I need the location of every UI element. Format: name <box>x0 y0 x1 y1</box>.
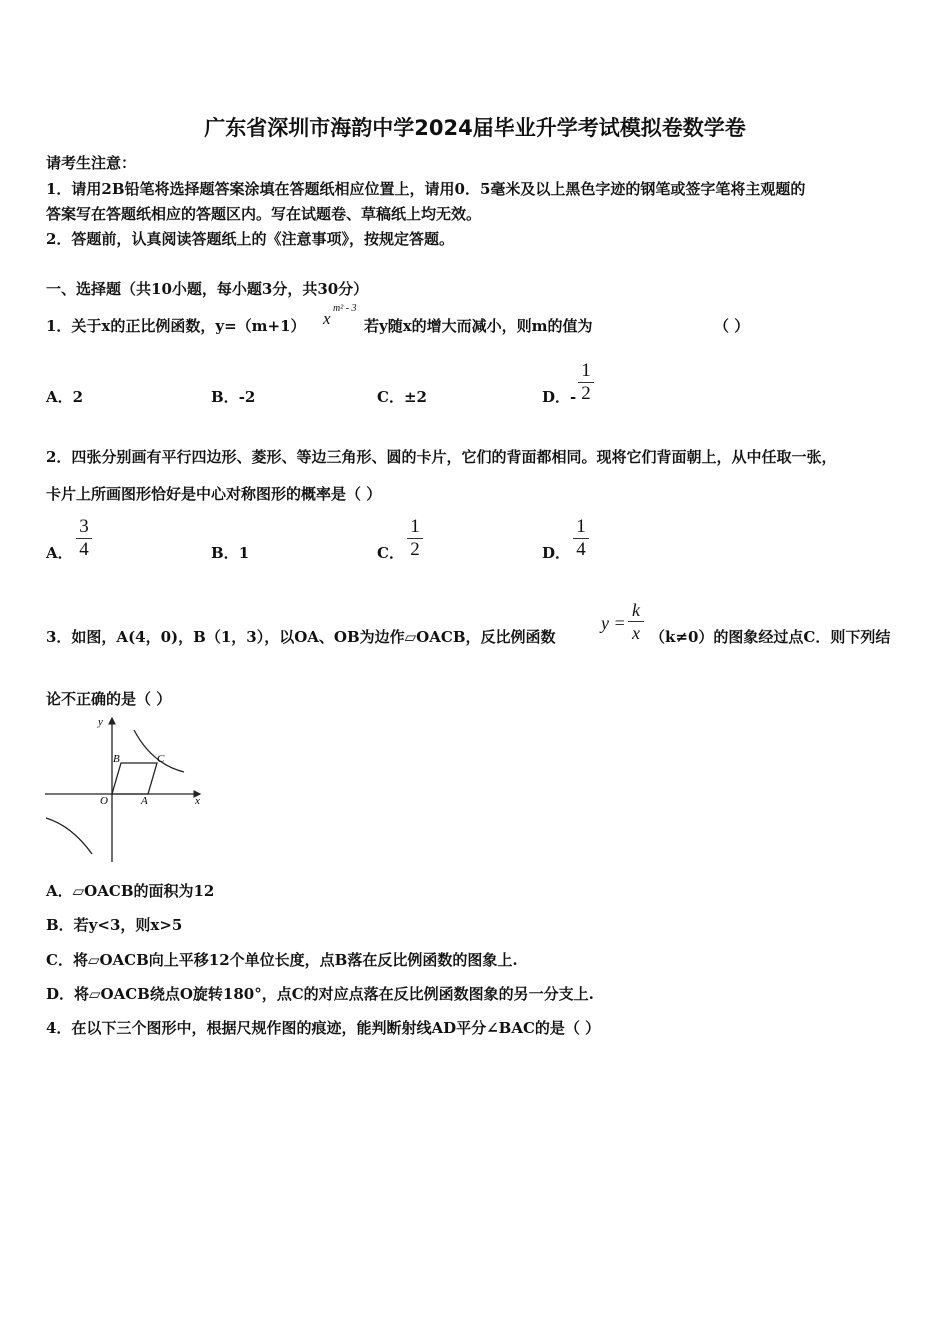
q1-option-c[interactable]: C．±2 <box>377 388 427 406</box>
y-axis-label: y <box>98 716 103 728</box>
q3-option-d[interactable]: D．将▱OACB绕点O旋转180°，点C的对应点落在反比例函数图象的另一分支上. <box>46 985 594 1003</box>
q3-stem-line-2: 论不正确的是（ ） <box>46 690 172 708</box>
q1-stem: 1．关于x的正比例函数，y=（m+1） <box>46 317 306 335</box>
q1-option-d-fraction <box>578 361 594 404</box>
q3-stem-end: （k≠0）的图象经过点C．则下列结 <box>650 628 891 646</box>
q2-option-c[interactable]: C． <box>377 544 404 562</box>
section-heading: 一、选择题（共10小题，每小题3分，共30分） <box>46 280 369 298</box>
q3-coordinate-graph <box>40 712 210 867</box>
q2-option-a-fraction <box>76 517 92 560</box>
q3-function-lhs: y = <box>601 613 626 633</box>
hyperbola-branch-right <box>134 730 184 772</box>
q1-stem-end: 若y随x的增大而减小，则m的值为 <box>364 317 593 335</box>
q1-power-base: x <box>323 309 331 328</box>
fraction-denominator: 2 <box>581 383 591 404</box>
point-b-label: B <box>113 753 120 765</box>
notice-line-2: 2．答题前，认真阅读答题纸上的《注意事项》，按规定答题。 <box>46 230 454 248</box>
origin-label: O <box>100 795 108 807</box>
question-4-stem: 4．在以下三个图形中，根据尺规作图的痕迹，能判断射线AD平分∠BAC的是（ ） <box>46 1019 601 1037</box>
page-title: 广东省深圳市海韵中学2024届毕业升学考试模拟卷数学卷 <box>204 116 746 140</box>
q2-stem-line-1: 2．四张分别画有平行四边形、菱形、等边三角形、圆的卡片，它们的背面都相同。现将它们背面朝上，从中任取一张， <box>46 448 837 466</box>
q3-option-b[interactable]: B．若y<3，则x>5 <box>46 916 183 934</box>
q1-power-exponent: m² - 3 <box>333 303 357 314</box>
point-a-label: A <box>141 795 148 807</box>
fraction-denominator: 2 <box>410 539 420 560</box>
q2-option-d[interactable]: D． <box>542 544 571 562</box>
q2-option-b[interactable]: B．1 <box>211 544 250 562</box>
fraction-denominator: x <box>632 623 640 643</box>
notice-line-1a: 1．请用2B铅笔将选择题答案涂填在答题纸相应位置上，请用0．5毫米及以上黑色字迹的钢笔或签字笔将主观题的 <box>46 180 806 198</box>
q3-option-a[interactable]: A．▱OACB的面积为12 <box>46 882 215 900</box>
point-c-label: C <box>157 753 165 765</box>
fraction-denominator: 4 <box>79 539 89 560</box>
notice-line-1b: 答案写在答题纸相应的答题区内。写在试题卷、草稿纸上均无效。 <box>46 205 482 223</box>
hyperbola-branch-left <box>46 818 92 854</box>
q2-option-a[interactable]: A． <box>46 544 73 562</box>
fraction-bar <box>628 621 644 622</box>
fraction-numerator: 1 <box>410 516 420 537</box>
q1-option-d[interactable]: D．- <box>542 388 577 406</box>
q1-option-a[interactable]: A．2 <box>46 388 84 406</box>
q3-function-fraction <box>628 600 644 643</box>
fraction-numerator: 1 <box>576 516 586 537</box>
notice-heading: 请考生注意： <box>46 154 137 172</box>
q2-option-d-fraction <box>573 517 589 560</box>
fraction-denominator: 4 <box>576 539 586 560</box>
x-axis-label: x <box>195 795 200 807</box>
q3-option-c[interactable]: C．将▱OACB向上平移12个单位长度，点B落在反比例函数的图象上. <box>46 951 518 969</box>
fraction-numerator: 1 <box>581 360 591 381</box>
q2-option-c-fraction <box>407 517 423 560</box>
q2-stem-line-2: 卡片上所画图形恰好是中心对称图形的概率是（ ） <box>46 485 382 503</box>
q1-option-b[interactable]: B．-2 <box>211 388 256 406</box>
fraction-numerator: k <box>632 600 640 620</box>
q3-stem: 3．如图，A(4，0)，B（1，3），以OA、OB为边作▱OACB，反比例函数 <box>46 628 556 646</box>
fraction-numerator: 3 <box>79 516 89 537</box>
parallelogram-oacb <box>112 763 157 794</box>
q1-answer-paren: （ ） <box>714 317 750 335</box>
